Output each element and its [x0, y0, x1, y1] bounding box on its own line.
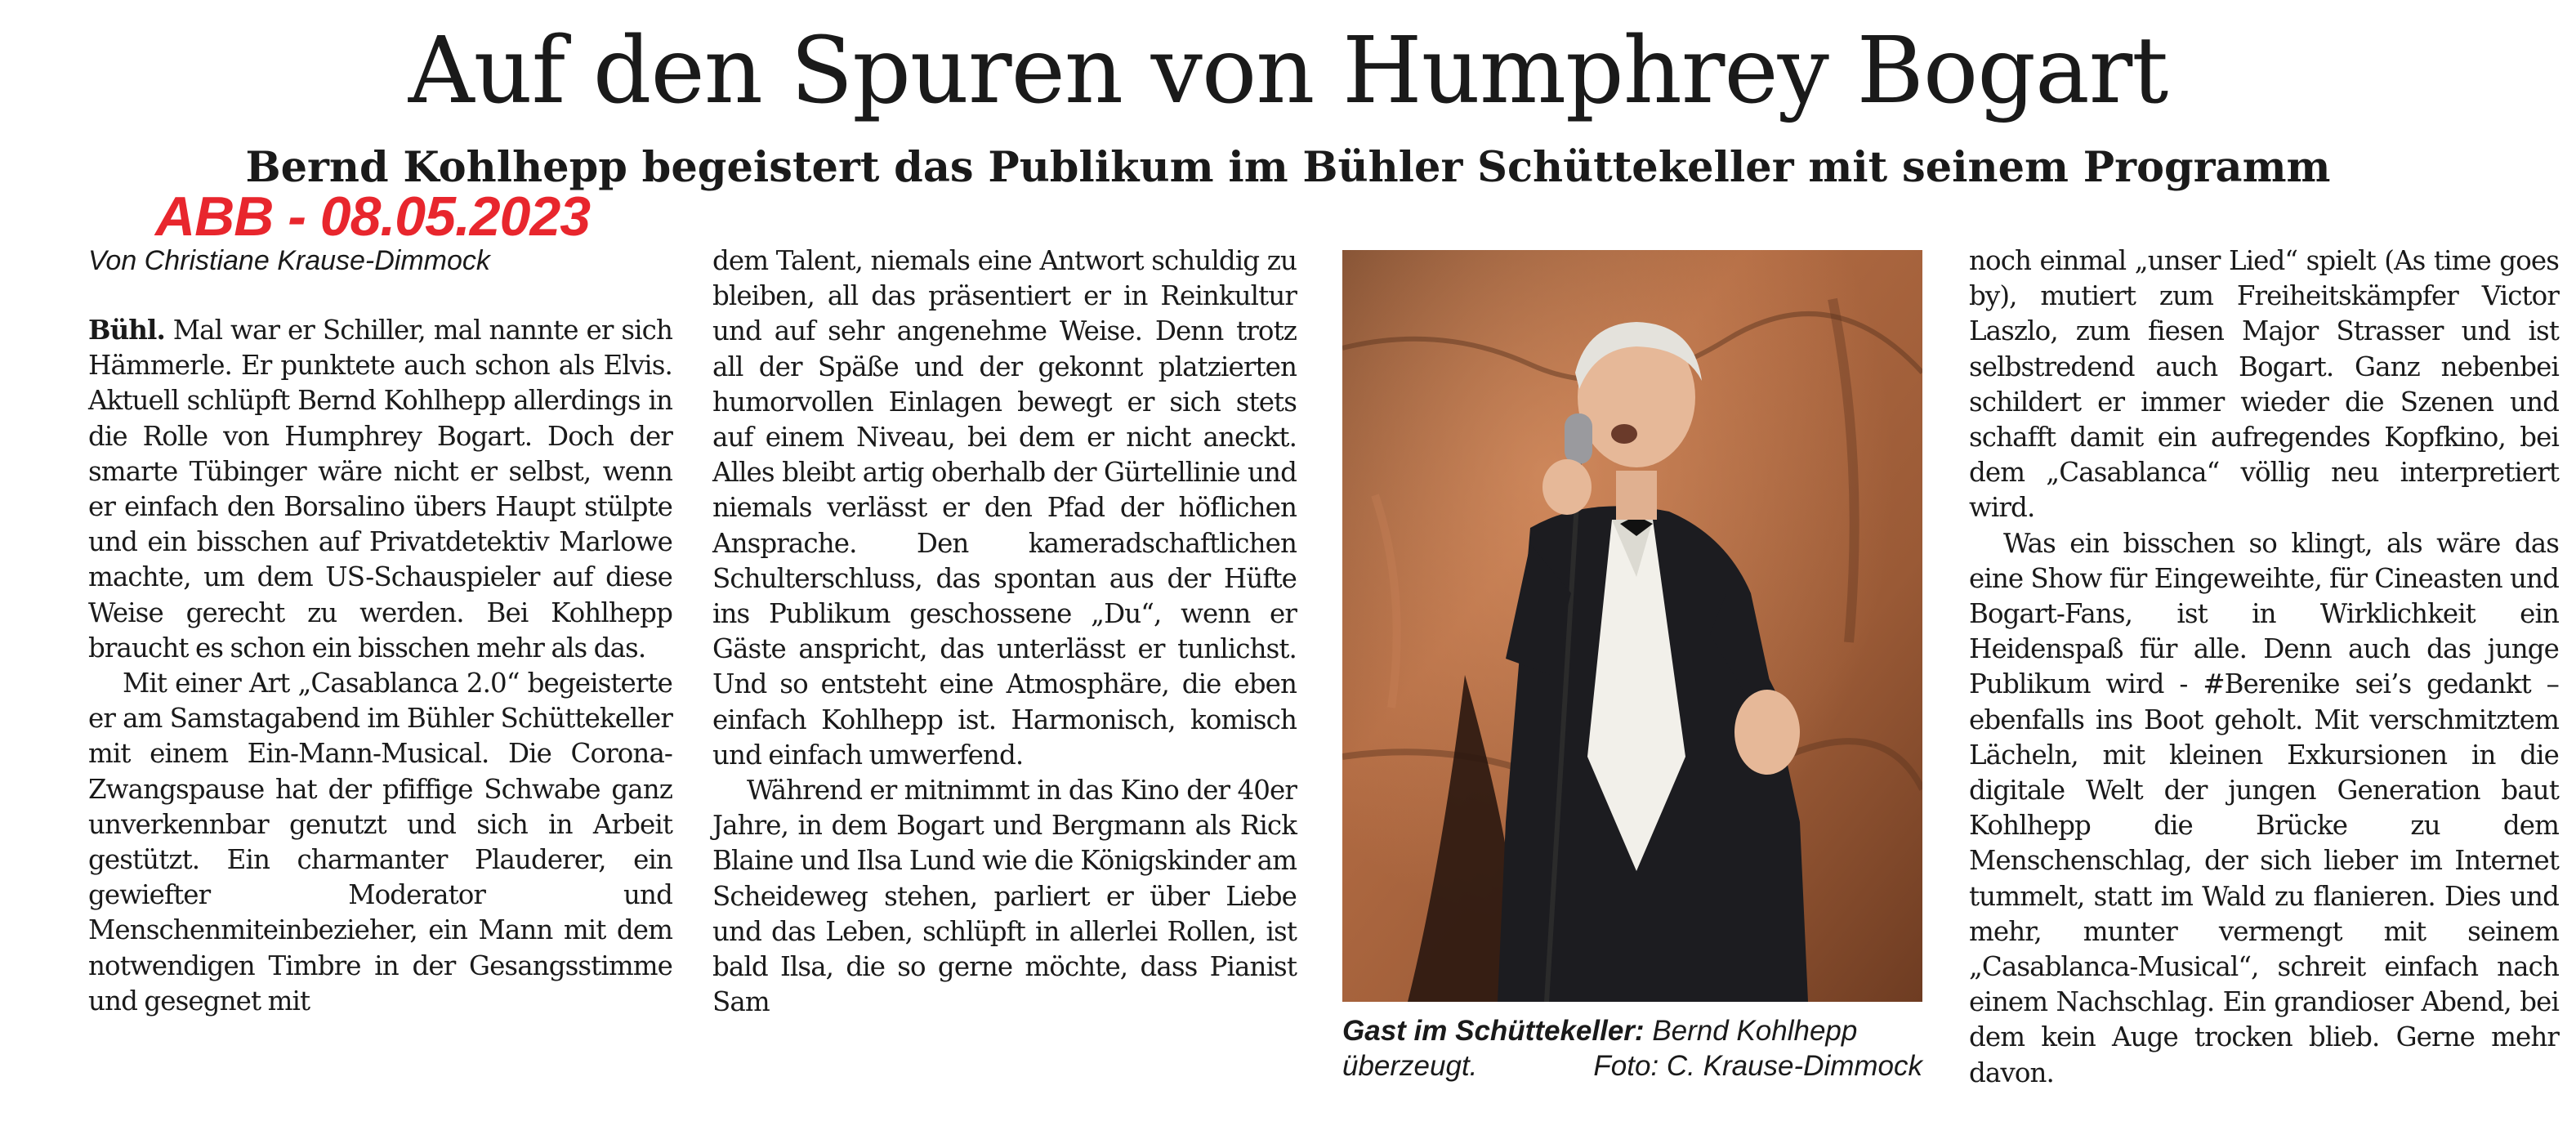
caption-line-2 — [1342, 1048, 1922, 1084]
paragraph: noch einmal „unser Lied“ spielt (As time goes by), mutiert zum Freiheitskämpfer Victor Laszlo, zum fiesen Major Strasser und ist selbstredend auch Bogart. Ganz nebenbei schildert er immer wieder die Szenen und schafft damit ein aufregendes Kopfkino, bei dem „Casablanca“ völlig neu interpretiert wird. — [1969, 245, 2559, 524]
photo-caption — [1342, 1013, 1922, 1084]
article-column-4 — [1969, 244, 2559, 1091]
paragraph: Was ein bisschen so klingt, als wäre das eine Show für Eingeweihte, für Cineasten und Bogart-Fans, ist in Wirklichkeit ein Heidenspaß für alle. Denn auch das junge Publikum wird - #Berenike sei’s gedankt – ebenfalls ins Boot geholt. Mit verschmitztem Lächeln, mit kleinen Exkursionen in die digitale Welt der jungen Generation baut Kohlhepp die Brücke zu dem Menschenschlag, der sich lieber im Internet tummelt, statt im Wald zu flanieren. Dies und mehr, munter vermengt mit seinem „Casablanca-Musical“, schreit einfach nach einem Nachschlag. Ein grandioser Abend, bei dem kein Auge trocken blieb. Gerne mehr davon. — [1969, 527, 2559, 1088]
caption-text: überzeugt. — [1342, 1050, 1478, 1082]
subheadline: Bernd Kohlhepp begeistert das Publikum im Bühler Schüttekeller mit seinem Programm — [245, 143, 2331, 192]
caption-line-1 — [1342, 1013, 1922, 1048]
caption-lead: Gast im Schüttekeller: — [1342, 1015, 1645, 1047]
paragraph: Während er mitnimmt in das Kino der 40er Jahre, in dem Bogart und Bergmann als Rick Blaine und Ilsa Lund wie die Königskinder am Scheideweg stehen, parliert er über Liebe und das Leben, schlüpft in allerlei Rollen, ist bald Ilsa, die so gerne möchte, dass Pianist Sam — [712, 775, 1297, 1018]
dateline: Bühl. — [88, 314, 165, 346]
paragraph — [88, 312, 672, 666]
performer-photo — [1342, 250, 1922, 1002]
article-column-1 — [88, 312, 672, 1019]
photo-credit: Foto: C. Krause-Dimmock — [1593, 1050, 1922, 1082]
headline: Auf den Spuren von Humphrey Bogart — [408, 18, 2168, 124]
article-column-2 — [712, 244, 1297, 1020]
photo-illustration — [1342, 250, 1922, 1002]
caption-text: Bernd Kohlhepp — [1652, 1015, 1858, 1047]
paragraph: dem Talent, niemals eine Antwort schuldig zu bleiben, all das präsentiert er in Reinkultur und auf sehr angenehme Weise. Denn trotz all der Späße und der gekonnt platzierten humorvollen Einlagen bewegt er sich stets auf einem Niveau, bei dem er nicht aneckt. Alles bleibt artig oberhalb der Gürtellinie und niemals verlässt er den Pfad der höflichen Ansprache. Den kameradschaftlichen Schulterschluss, das spontan aus der Hüfte ins Publikum geschossene „Du“, wenn er Gäste anspricht, das unterlässt er tunlichst. Und so entsteht eine Atmosphäre, die eben einfach Kohlhepp ist. Harmonisch, komisch und einfach umwerfend. — [712, 245, 1297, 771]
paragraph-text: Mal war er Schiller, mal nannte er sich Hämmerle. Er punktete auch schon als Elvis. Aktuell schlüpft Bernd Kohlhepp allerdings in die Rolle von Humphrey Bogart. Doch der smarte Tübinger wäre nicht er selbst, wenn er einfach den Borsalino übers Haupt stülpte und ein bisschen auf Privatdetektiv Marlowe machte, um dem US-Schauspieler auf diese Weise gerecht zu werden. Bei Kohlhepp braucht es schon ein bisschen mehr als das. — [88, 315, 672, 664]
date-stamp: ABB - 08.05.2023 — [155, 185, 591, 248]
paragraph: Mit einer Art „Casablanca 2.0“ begeisterte er am Samstagabend im Bühler Schüttekeller mit einem Ein-Mann-Musical. Die Corona-Zwangspause hat der pfiffige Schwabe ganz unverkennbar genutzt und sich in Arbeit gestützt. Ein charmanter Plauderer, ein gewiefter Moderator und Menschenmiteinbezieher, ein Mann mit dem notwendigen Timbre in der Gesangsstimme und gesegnet mit — [88, 668, 672, 1017]
byline: Von Christiane Krause-Dimmock — [88, 245, 490, 276]
